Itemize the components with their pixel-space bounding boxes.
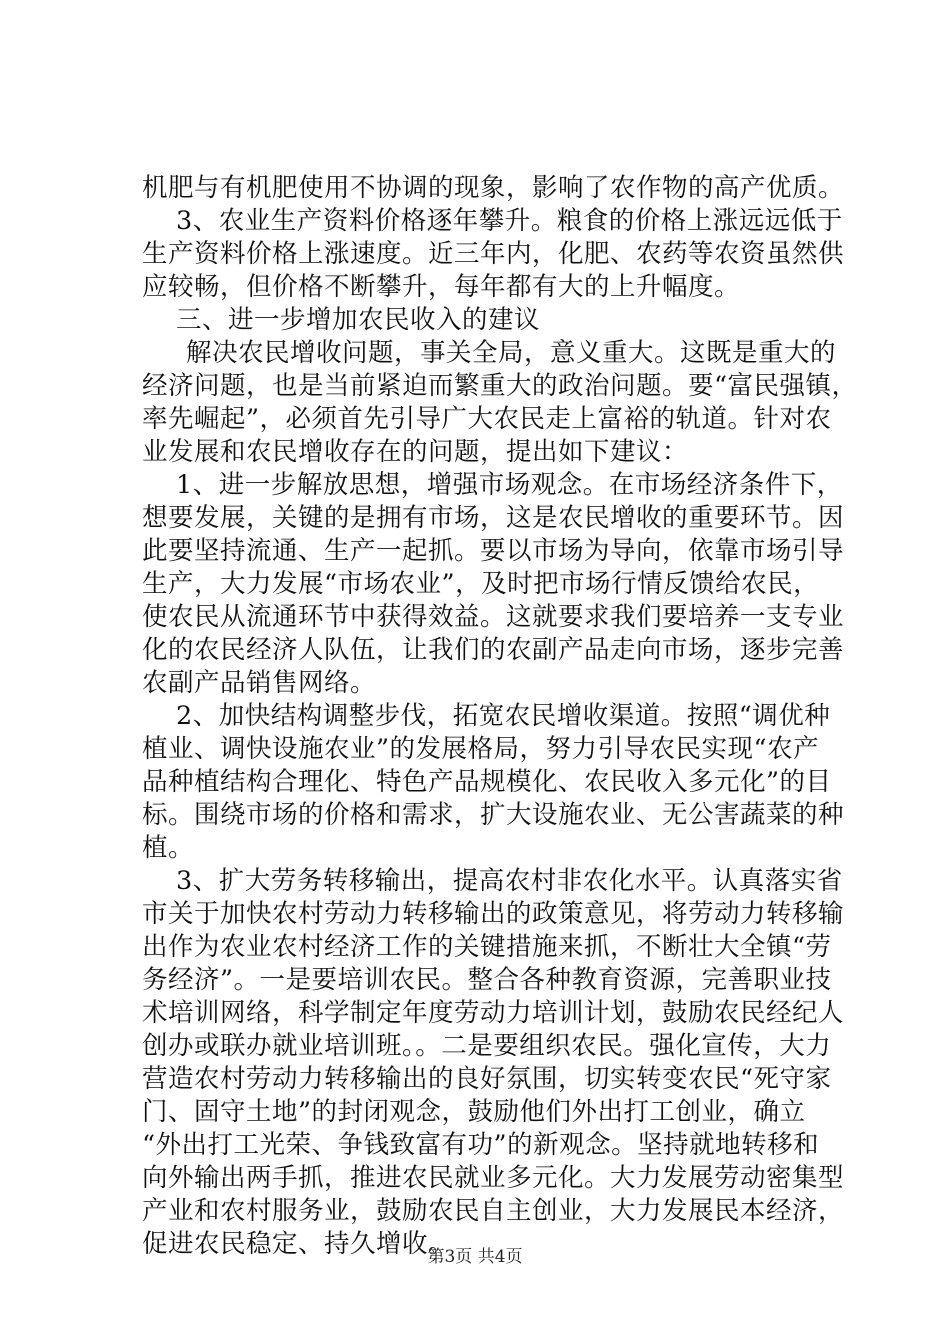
document-body [142, 172, 858, 1261]
text-line: 生产，大力发展“市场农业”，及时把市场行情反馈给农民， [142, 569, 820, 599]
text-line: 3、扩大劳务转移输出，提高农村非农化水平。认真落实省 [176, 866, 843, 896]
text-line: 农副产品销售网络。 [142, 668, 377, 698]
page-number-footer: 第3页 共4页 [427, 1247, 523, 1267]
text-line: 植。 [142, 833, 195, 863]
text-line: 2、加快结构调整步伐，拓宽农民增收渠道。按照“调优种 [176, 701, 831, 731]
text-line: 市关于加快农村劳动力转移输出的政策意见，将劳动力转移输 [142, 899, 845, 929]
text-line: 促进农民稳定、持久增收。 [142, 1229, 455, 1259]
text-line: 门、固守土地”的封闭观念，鼓励他们外出打工创业，确立 [142, 1097, 806, 1127]
text-line: 使农民从流通环节中获得效益。这就要求我们要培养一支专业 [142, 602, 845, 632]
text-line: 务经济”。一是要培训农民。整合各种教育资源，完善职业技 [142, 965, 832, 995]
text-line: 营造农村劳动力转移输出的良好氛围，切实转变农民“死守家 [142, 1064, 832, 1094]
text-line: 机肥与有机肥使用不协调的现象，影响了农作物的高产优质。 [142, 173, 845, 203]
text-line: 化的农民经济人队伍，让我们的农副产品走向市场，逐步完善 [142, 635, 845, 665]
text-line: 3、农业生产资料价格逐年攀升。粮食的价格上涨远远低于 [176, 206, 843, 236]
text-line: 解决农民增收问题，事关全局，意义重大。这既是重大的 [186, 338, 837, 368]
text-line: 经济问题，也是当前紧迫而繁重大的政治问题。要“富民强镇， [142, 371, 858, 401]
text-line: 标。围绕市场的价格和需求，扩大设施农业、无公害蔬菜的种 [142, 800, 845, 830]
text-line: 创办或联办就业培训班。。二是要组织农民。强化宣传，大力 [142, 1031, 832, 1061]
text-line: 产业和农村服务业，鼓励农民自主创业，大力发展民本经济， [142, 1196, 845, 1226]
text-line: 植业、调快设施农业”的发展格局，努力引导农民实现“农产 [142, 734, 820, 764]
text-line: “外出打工光荣、争钱致富有功”的新观念。坚持就地转移和 [142, 1130, 820, 1160]
text-line: 1、进一步解放思想，增强市场观念。在市场经济条件下， [176, 470, 843, 500]
text-line: 率先崛起”，必须首先引导广大农民走上富裕的轨道。针对农 [142, 404, 832, 434]
text-line: 此要坚持流通、生产一起抓。要以市场为导向，依靠市场引导 [142, 536, 845, 566]
text-line: 向外输出两手抓，推进农民就业多元化。大力发展劳动密集型 [142, 1163, 845, 1193]
text-line: 品种植结构合理化、特色产品规模化、农民收入多元化”的目 [142, 767, 832, 797]
text-line: 出作为农业农村经济工作的关键措施来抓，不断壮大全镇“劳 [142, 932, 832, 962]
text-line: 业发展和农民增收存在的问题，提出如下建议： [142, 437, 689, 467]
text-line: 术培训网络，科学制定年度劳动力培训计划，鼓励农民经纪人 [142, 998, 845, 1028]
section-heading: 三、进一步增加农民收入的建议 [176, 305, 541, 335]
text-line: 应较畅，但价格不断攀升，每年都有大的上升幅度。 [142, 272, 741, 302]
text-line: 想要发展，关键的是拥有市场，这是农民增收的重要环节。因 [142, 503, 845, 533]
text-line: 生产资料价格上涨速度。近三年内，化肥、农药等农资虽然供 [142, 239, 845, 269]
